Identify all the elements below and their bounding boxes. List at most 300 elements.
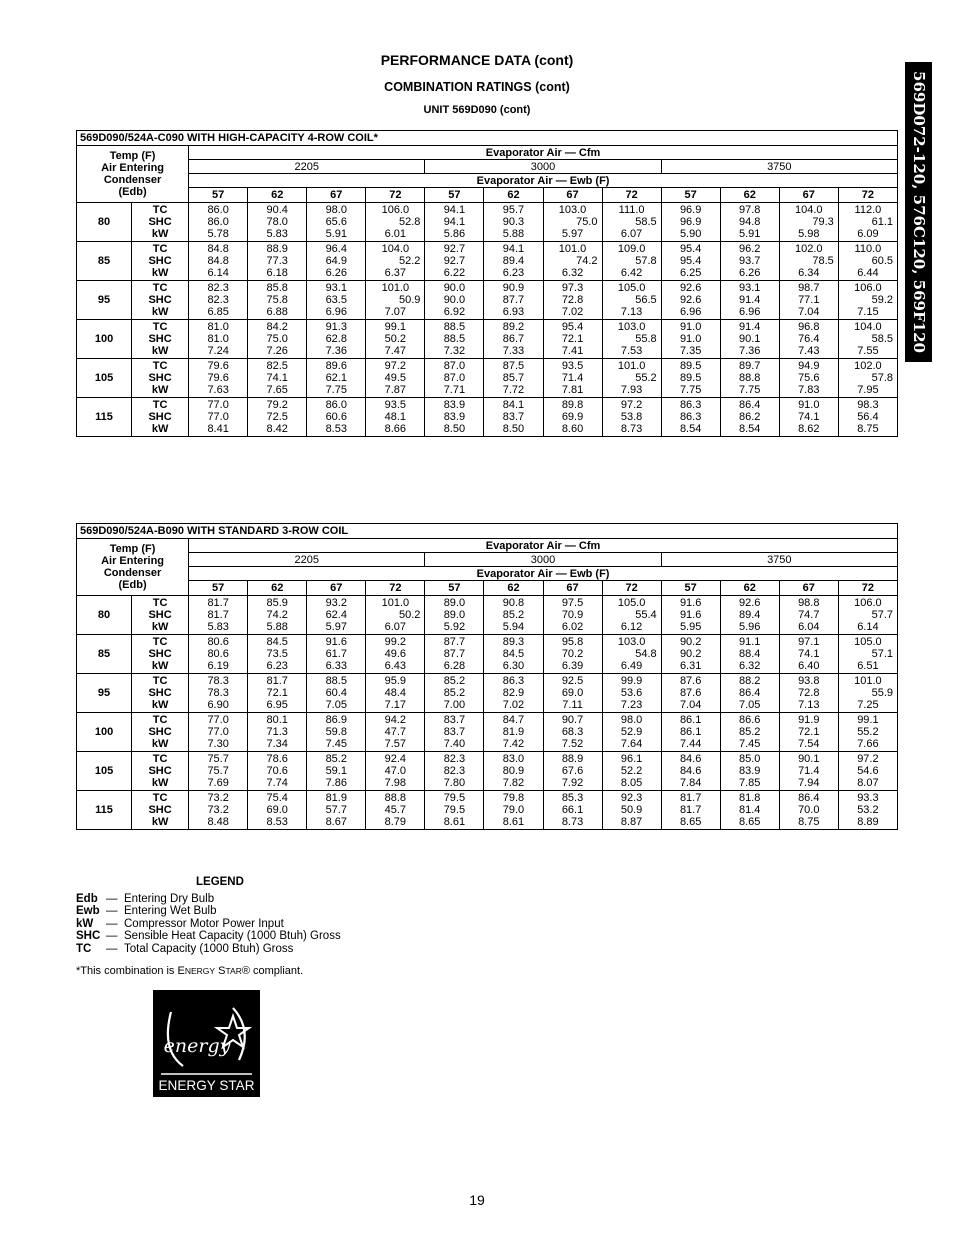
value-cell <box>779 596 838 635</box>
kw-value: 7.36 <box>325 345 347 357</box>
table-title: 569D090/524A-B090 WITH STANDARD 3-ROW COIL <box>77 524 898 539</box>
tc-value: 98.0 <box>325 204 347 216</box>
value-cell <box>307 713 366 752</box>
tc-value: 91.3 <box>325 321 347 333</box>
value-cell <box>838 320 897 359</box>
kw-value: 7.05 <box>325 699 347 711</box>
shc-value: 74.2 <box>576 255 598 267</box>
value-cell <box>838 398 897 437</box>
kw-value: 7.92 <box>561 777 584 789</box>
tc-value: 87.7 <box>443 636 466 648</box>
value-cell <box>307 752 366 791</box>
tc-value: 79.2 <box>266 399 288 411</box>
value-cell <box>248 203 307 242</box>
kw-value: 6.92 <box>443 306 466 318</box>
shc-value: 84.5 <box>502 648 525 660</box>
tc-value: 95.7 <box>502 204 525 216</box>
kw-value: 6.96 <box>739 306 761 318</box>
value-cell <box>661 203 720 242</box>
tc-value: 104.0 <box>381 243 410 255</box>
legend-title: LEGEND <box>196 876 244 888</box>
shc-value: 72.8 <box>798 687 820 699</box>
kw-value: 6.22 <box>443 267 466 279</box>
temp-cell: 115 <box>77 398 132 437</box>
table-title: 569D090/524A-C090 WITH HIGH-CAPACITY 4-ROW COIL* <box>77 131 898 146</box>
value-cell <box>838 359 897 398</box>
shc-value: 48.1 <box>384 411 407 423</box>
value-cell <box>661 281 720 320</box>
tc-value: 89.0 <box>443 597 466 609</box>
tc-value: 89.8 <box>561 399 584 411</box>
tc-value: 85.3 <box>561 792 584 804</box>
tc-value: 97.3 <box>561 282 584 294</box>
shc-value: 85.2 <box>443 687 466 699</box>
shc-value: 81.0 <box>207 333 229 345</box>
kw-value: 8.07 <box>857 777 879 789</box>
shc-value: 47.7 <box>384 726 407 738</box>
shc-value: 57.1 <box>871 648 893 660</box>
tc-value: 86.0 <box>207 204 229 216</box>
shc-value: 86.3 <box>679 411 702 423</box>
tc-value: 93.5 <box>561 360 584 372</box>
shc-value: 85.7 <box>502 372 525 384</box>
shc-value: 76.4 <box>798 333 820 345</box>
value-cell <box>720 713 779 752</box>
value-cell <box>484 203 543 242</box>
temp-cell: 100 <box>77 713 132 752</box>
metric-label: SHC <box>148 411 172 423</box>
temp-cell: 105 <box>77 752 132 791</box>
kw-value: 7.42 <box>502 738 525 750</box>
tc-value: 93.8 <box>798 675 820 687</box>
metric-labels <box>132 203 189 242</box>
tc-value: 98.8 <box>798 597 820 609</box>
value-cell <box>779 281 838 320</box>
value-cell <box>189 398 248 437</box>
value-cell <box>779 635 838 674</box>
value-cell <box>425 398 484 437</box>
kw-value: 7.54 <box>798 738 820 750</box>
legend-abbr: Ewb <box>76 905 100 917</box>
value-cell <box>720 674 779 713</box>
kw-value: 7.71 <box>443 384 466 396</box>
tc-value: 104.0 <box>795 204 823 216</box>
tc-value: 103.0 <box>617 321 646 333</box>
shc-value: 83.9 <box>443 411 466 423</box>
kw-value: 6.96 <box>679 306 702 318</box>
kw-value: 7.74 <box>266 777 288 789</box>
shc-value: 77.3 <box>266 255 288 267</box>
cfm-row <box>77 160 898 174</box>
metric-label: kW <box>151 228 169 240</box>
tc-value: 75.7 <box>207 753 229 765</box>
kw-value: 6.07 <box>384 621 407 633</box>
shc-value: 86.4 <box>739 687 761 699</box>
tc-value: 92.6 <box>739 597 761 609</box>
shc-value: 58.5 <box>871 333 893 345</box>
shc-value: 47.0 <box>384 765 407 777</box>
shc-value: 50.2 <box>398 609 421 621</box>
table-row <box>77 242 898 281</box>
value-cell <box>838 713 897 752</box>
metric-label: TC <box>152 636 168 648</box>
shc-value: 62.1 <box>325 372 347 384</box>
kw-value: 8.65 <box>679 816 702 828</box>
metric-label: TC <box>152 714 168 726</box>
value-cell <box>720 242 779 281</box>
section-subtitle: COMBINATION RATINGS (cont) <box>384 80 570 94</box>
shc-value: 50.9 <box>620 804 643 816</box>
metric-labels <box>132 596 189 635</box>
value-cell <box>602 635 661 674</box>
shc-value: 64.9 <box>325 255 347 267</box>
value-cell <box>425 320 484 359</box>
metric-labels <box>132 674 189 713</box>
kw-value: 7.40 <box>443 738 466 750</box>
shc-value: 79.3 <box>812 216 834 228</box>
kw-value: 6.93 <box>502 306 525 318</box>
value-cell <box>366 752 425 791</box>
value-cell <box>779 713 838 752</box>
footnote-brand-s: S <box>218 965 226 977</box>
value-cell <box>838 752 897 791</box>
kw-value: 7.32 <box>443 345 466 357</box>
energy-star-logo-icon <box>153 990 260 1097</box>
value-cell <box>543 674 602 713</box>
tc-value: 87.6 <box>679 675 702 687</box>
kw-value: 7.04 <box>679 699 702 711</box>
tc-value: 91.4 <box>739 321 761 333</box>
shc-value: 90.3 <box>502 216 525 228</box>
shc-value: 49.5 <box>384 372 407 384</box>
kw-value: 7.72 <box>502 384 525 396</box>
tc-value: 101.0 <box>381 597 410 609</box>
tc-value: 98.7 <box>798 282 820 294</box>
kw-value: 5.83 <box>207 621 229 633</box>
shc-value: 73.5 <box>266 648 288 660</box>
kw-value: 7.00 <box>443 699 466 711</box>
shc-value: 54.6 <box>857 765 879 777</box>
kw-value: 5.90 <box>679 228 702 240</box>
tc-value: 90.2 <box>679 636 702 648</box>
temp-header-line: Temp (F) <box>109 543 156 555</box>
kw-value: 6.01 <box>384 228 407 240</box>
shc-value: 75.0 <box>576 216 598 228</box>
shc-value: 74.2 <box>266 609 288 621</box>
tc-value: 84.1 <box>502 399 525 411</box>
value-cell <box>425 752 484 791</box>
value-cell <box>838 635 897 674</box>
tc-value: 81.8 <box>739 792 761 804</box>
metric-label: TC <box>152 753 168 765</box>
tc-value: 89.3 <box>502 636 525 648</box>
footnote-prefix: *This combination is <box>76 965 178 977</box>
shc-value: 77.0 <box>207 411 229 423</box>
metric-label: kW <box>151 660 169 672</box>
value-cell <box>307 359 366 398</box>
shc-value: 60.4 <box>325 687 347 699</box>
cfm-value: 2205 <box>189 553 425 567</box>
evap-cfm-label: Evaporator Air — Cfm <box>189 539 898 553</box>
metric-label: TC <box>152 360 168 372</box>
energy-star-footnote <box>76 965 303 977</box>
value-cell <box>661 320 720 359</box>
kw-value: 6.23 <box>266 660 288 672</box>
shc-value: 69.0 <box>561 687 584 699</box>
shc-value: 89.0 <box>443 609 466 621</box>
value-cell <box>248 674 307 713</box>
value-cell <box>366 713 425 752</box>
metric-label: SHC <box>148 255 172 267</box>
tc-value: 86.3 <box>679 399 702 411</box>
tc-value: 86.4 <box>798 792 820 804</box>
tc-value: 103.0 <box>558 204 587 216</box>
value-cell <box>366 674 425 713</box>
tc-value: 89.2 <box>502 321 525 333</box>
kw-value: 7.98 <box>384 777 407 789</box>
tc-value: 99.2 <box>384 636 407 648</box>
shc-value: 95.4 <box>679 255 702 267</box>
ewb-value: 57 <box>425 581 484 596</box>
value-cell <box>602 320 661 359</box>
tc-value: 88.5 <box>325 675 347 687</box>
temp-header-line: Condenser <box>103 174 162 186</box>
ewb-value: 57 <box>661 188 720 203</box>
shc-value: 92.7 <box>443 255 466 267</box>
page-title: PERFORMANCE DATA (cont) <box>380 52 574 68</box>
shc-value: 70.6 <box>266 765 288 777</box>
kw-value: 8.73 <box>620 423 643 435</box>
ewb-value: 72 <box>838 188 897 203</box>
temp-cell: 85 <box>77 242 132 281</box>
value-cell <box>189 281 248 320</box>
tc-value: 86.4 <box>739 399 761 411</box>
value-cell <box>484 596 543 635</box>
table-row <box>77 596 898 635</box>
tc-value: 91.1 <box>739 636 761 648</box>
tc-value: 101.0 <box>381 282 410 294</box>
value-cell <box>779 674 838 713</box>
shc-value: 70.9 <box>561 609 584 621</box>
kw-value: 7.34 <box>266 738 288 750</box>
shc-value: 70.0 <box>798 804 820 816</box>
tc-value: 81.7 <box>679 792 702 804</box>
shc-value: 63.5 <box>325 294 347 306</box>
kw-value: 7.13 <box>620 306 643 318</box>
kw-value: 7.17 <box>384 699 407 711</box>
tc-value: 95.4 <box>561 321 584 333</box>
value-cell <box>425 635 484 674</box>
shc-value: 82.3 <box>207 294 229 306</box>
tc-value: 84.7 <box>502 714 525 726</box>
kw-value: 8.50 <box>443 423 466 435</box>
tc-value: 106.0 <box>854 282 882 294</box>
metric-label: kW <box>151 621 169 633</box>
ewb-value: 67 <box>307 188 366 203</box>
metric-labels <box>132 281 189 320</box>
value-cell <box>425 281 484 320</box>
value-cell <box>307 596 366 635</box>
kw-value: 5.96 <box>739 621 761 633</box>
value-cell <box>779 242 838 281</box>
value-cell <box>661 791 720 830</box>
footnote-brand-tar: TAR <box>225 966 242 976</box>
kw-value: 6.51 <box>857 660 879 672</box>
shc-value: 94.1 <box>443 216 466 228</box>
value-cell <box>484 281 543 320</box>
kw-value: 8.54 <box>739 423 761 435</box>
tc-value: 91.9 <box>798 714 820 726</box>
cfm-value: 3000 <box>425 553 661 567</box>
temp-header-cell <box>77 146 189 203</box>
value-cell <box>779 398 838 437</box>
tc-value: 82.3 <box>443 753 466 765</box>
value-cell <box>425 203 484 242</box>
shc-value: 81.9 <box>502 726 525 738</box>
tc-value: 97.8 <box>739 204 761 216</box>
temp-cell: 105 <box>77 359 132 398</box>
shc-value: 62.8 <box>325 333 347 345</box>
tc-value: 91.0 <box>679 321 702 333</box>
value-cell <box>248 791 307 830</box>
value-cell <box>543 596 602 635</box>
kw-value: 8.61 <box>443 816 466 828</box>
kw-value: 7.45 <box>739 738 761 750</box>
shc-value: 56.4 <box>857 411 879 423</box>
value-cell <box>602 674 661 713</box>
kw-value: 8.54 <box>679 423 702 435</box>
header-row <box>77 146 898 160</box>
shc-value: 72.5 <box>266 411 288 423</box>
kw-value: 6.33 <box>325 660 347 672</box>
shc-value: 77.0 <box>207 726 229 738</box>
tc-value: 84.5 <box>266 636 288 648</box>
kw-value: 8.41 <box>207 423 229 435</box>
value-cell <box>602 281 661 320</box>
shc-value: 87.7 <box>443 648 466 660</box>
metric-label: kW <box>151 267 169 279</box>
value-cell <box>248 242 307 281</box>
kw-value: 5.91 <box>325 228 347 240</box>
value-cell <box>484 752 543 791</box>
kw-value: 8.75 <box>857 423 879 435</box>
table-title-row <box>77 131 898 146</box>
kw-value: 7.84 <box>679 777 702 789</box>
tc-value: 79.6 <box>207 360 229 372</box>
kw-value: 7.23 <box>620 699 643 711</box>
shc-value: 50.2 <box>384 333 407 345</box>
shc-value: 75.8 <box>266 294 288 306</box>
tc-value: 92.6 <box>679 282 702 294</box>
ewb-label-row <box>77 174 898 188</box>
kw-value: 7.13 <box>798 699 820 711</box>
tc-value: 96.8 <box>798 321 820 333</box>
tc-value: 93.1 <box>325 282 347 294</box>
kw-value: 8.53 <box>325 423 347 435</box>
shc-value: 77.1 <box>798 294 820 306</box>
table-row <box>77 635 898 674</box>
temp-header-line: (Edb) <box>118 186 147 198</box>
ewb-value: 72 <box>602 581 661 596</box>
tc-value: 109.0 <box>617 243 646 255</box>
kw-value: 8.89 <box>857 816 879 828</box>
value-cell <box>248 281 307 320</box>
kw-value: 6.26 <box>739 267 761 279</box>
kw-value: 7.02 <box>502 699 525 711</box>
shc-value: 86.1 <box>679 726 702 738</box>
shc-value: 90.0 <box>443 294 466 306</box>
legend-abbr: Edb <box>76 892 98 905</box>
value-cell <box>543 203 602 242</box>
evap-ewb-label: Evaporator Air — Ewb (F) <box>189 174 898 188</box>
table-row <box>77 713 898 752</box>
shc-value: 70.2 <box>561 648 584 660</box>
metric-label: kW <box>151 699 169 711</box>
tc-value: 83.0 <box>502 753 525 765</box>
value-cell <box>248 635 307 674</box>
tc-value: 97.2 <box>857 753 879 765</box>
value-cell <box>248 596 307 635</box>
tc-value: 92.7 <box>443 243 466 255</box>
metric-labels <box>132 320 189 359</box>
metric-label: SHC <box>148 726 172 738</box>
tc-value: 80.6 <box>207 636 229 648</box>
ewb-value: 57 <box>425 188 484 203</box>
metric-label: kW <box>151 816 169 828</box>
shc-value: 87.6 <box>679 687 702 699</box>
shc-value: 79.6 <box>207 372 229 384</box>
shc-value: 68.3 <box>561 726 584 738</box>
kw-value: 5.92 <box>443 621 466 633</box>
value-cell <box>366 242 425 281</box>
value-cell <box>838 791 897 830</box>
metric-label: SHC <box>148 765 172 777</box>
value-cell <box>543 281 602 320</box>
value-cell <box>307 281 366 320</box>
shc-value: 55.2 <box>857 726 879 738</box>
shc-value: 80.6 <box>207 648 229 660</box>
value-cell <box>543 398 602 437</box>
tc-value: 79.5 <box>443 792 466 804</box>
kw-value: 7.64 <box>620 738 643 750</box>
legend-desc: Sensible Heat Capacity (1000 Btuh) Gross <box>124 930 341 942</box>
value-cell <box>484 791 543 830</box>
shc-value: 72.1 <box>561 333 584 345</box>
ewb-value: 62 <box>248 581 307 596</box>
shc-value: 71.4 <box>561 372 584 384</box>
value-cell <box>307 320 366 359</box>
metric-label: TC <box>152 399 168 411</box>
evap-cfm-label: Evaporator Air — Cfm <box>189 146 898 160</box>
ewb-value: 72 <box>366 581 425 596</box>
value-cell <box>366 635 425 674</box>
shc-value: 87.0 <box>443 372 466 384</box>
value-cell <box>720 791 779 830</box>
kw-value: 7.87 <box>384 384 407 396</box>
value-cell <box>307 203 366 242</box>
value-cell <box>425 242 484 281</box>
tc-value: 101.0 <box>617 360 646 372</box>
value-cell <box>189 752 248 791</box>
ewb-value: 72 <box>366 188 425 203</box>
table-title-row <box>77 524 898 539</box>
tc-value: 82.3 <box>207 282 229 294</box>
shc-value: 60.6 <box>325 411 347 423</box>
tc-value: 95.9 <box>384 675 407 687</box>
shc-value: 66.1 <box>561 804 584 816</box>
value-cell <box>602 398 661 437</box>
kw-value: 6.90 <box>207 699 229 711</box>
